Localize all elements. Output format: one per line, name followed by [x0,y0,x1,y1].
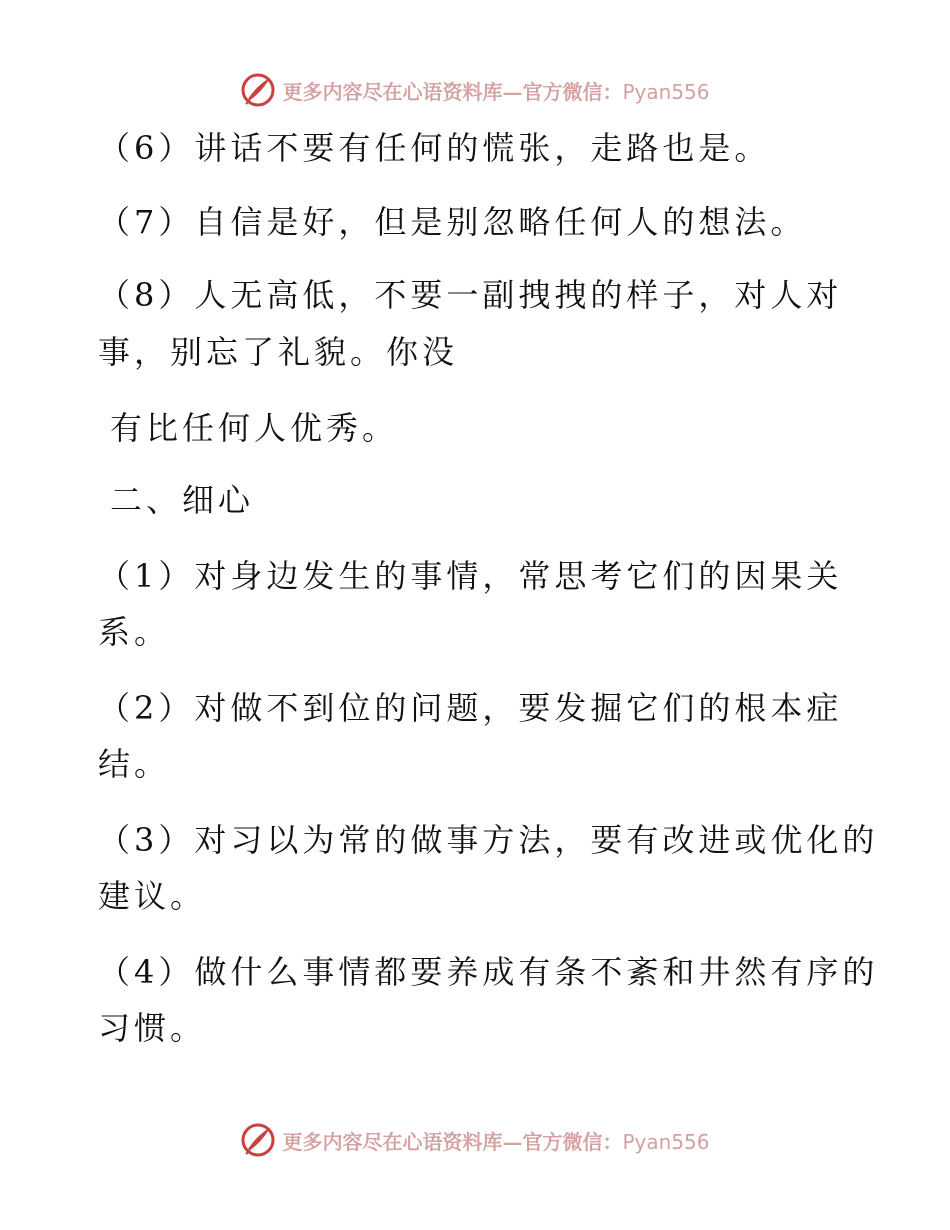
watermark-text-latin: Pyan556 [622,1129,710,1154]
feather-logo-icon [240,72,276,108]
paragraph-line: 建议。 [98,877,207,915]
paragraph-line: （3）对习以为常的做事方法，要有改进或优化的 [98,821,879,859]
footer-watermark [0,1120,950,1160]
paragraph-line: 习惯。 [98,1009,207,1047]
paragraph-line: （2）对做不到位的问题，要发掘它们的根本症 [98,689,843,727]
watermark-text-latin: Pyan556 [622,79,710,104]
paragraph-line: 结。 [98,745,171,783]
paragraph-line: 事，别忘了礼貌。你没 [98,333,459,371]
paragraph-line: （1）对身边发生的事情，常思考它们的因果关 [98,557,843,595]
watermark-text-cn: 更多内容尽在心语资料库—官方微信： [282,1129,623,1154]
header-watermark [0,70,950,110]
paragraph-line: 有比任何人优秀。 [110,409,399,447]
paragraph-line: （7）自信是好，但是别忽略任何人的想法。 [98,203,807,241]
paragraph-line: （4）做什么事情都要养成有条不紊和井然有序的 [98,953,879,991]
feather-logo-icon [240,1122,276,1158]
section-heading: 二、细心 [110,481,255,519]
paragraph-line: （6）讲话不要有任何的慌张，走路也是。 [98,129,771,167]
paragraph-line: 系。 [98,613,171,651]
watermark-text [282,1126,709,1155]
paragraph-line: （8）人无高低，不要一副拽拽的样子，对人对 [98,276,843,314]
watermark-text [282,76,709,105]
watermark-text-cn: 更多内容尽在心语资料库—官方微信： [282,79,623,104]
